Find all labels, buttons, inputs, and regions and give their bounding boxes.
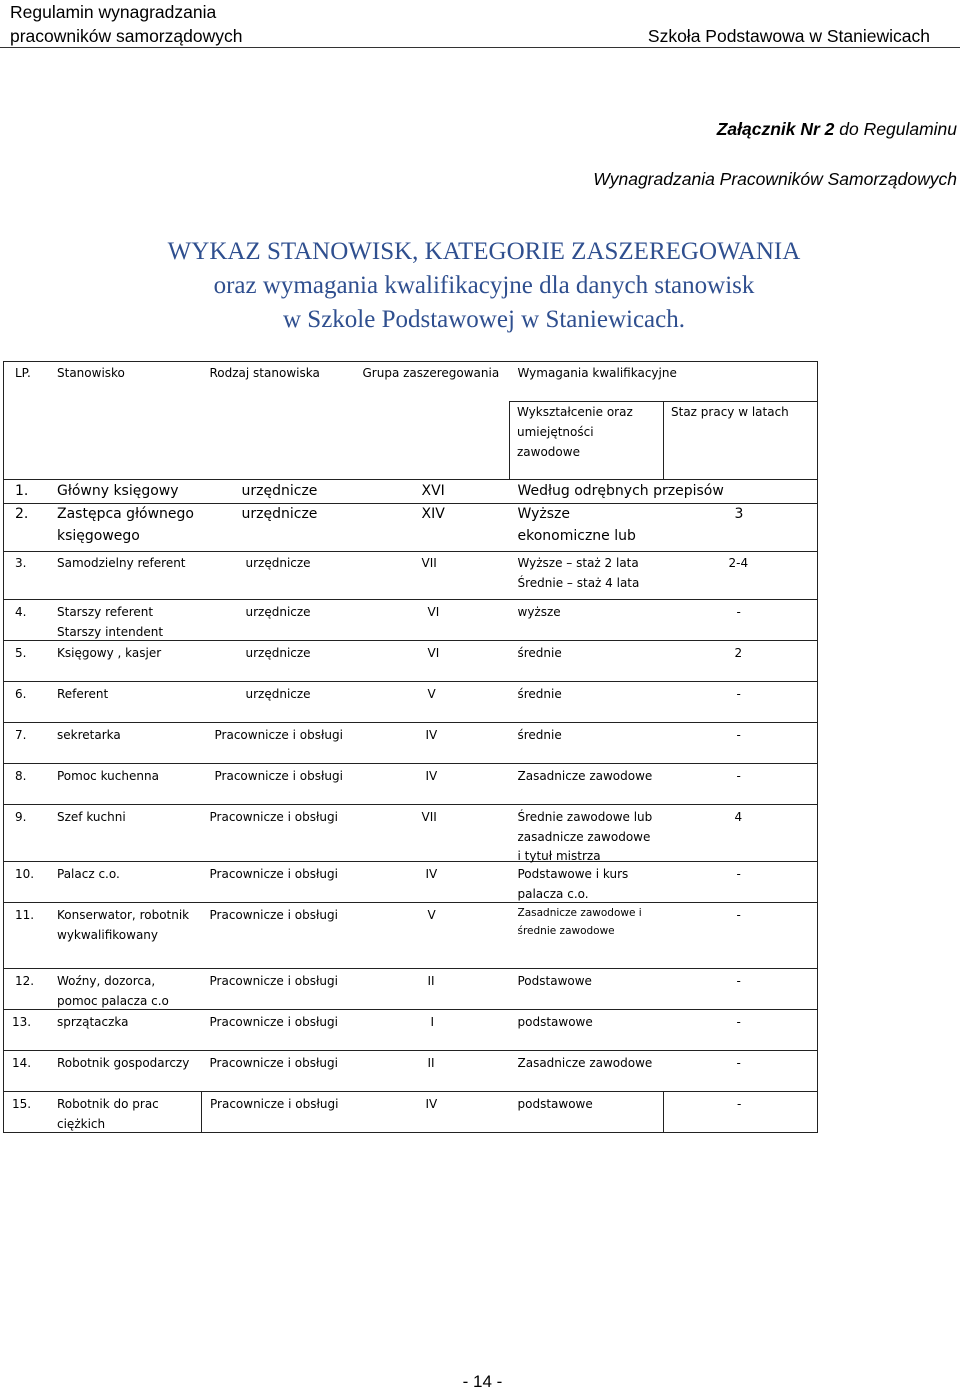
row-lp: 3. (15, 556, 27, 570)
document-title-line-3: w Szkole Podstawowej w Staniewicach. (282, 306, 685, 333)
row-group: II (427, 974, 435, 988)
row-lp: 10. (15, 867, 35, 881)
row-group: IV (425, 1097, 438, 1111)
table-subheader-row (4, 402, 818, 480)
positions-table (3, 361, 818, 1133)
row-group: VI (427, 605, 440, 619)
table-row (4, 969, 818, 1010)
position-header: Stanowisko (57, 366, 125, 380)
requirements-header: Wymagania kwalifikacyjne (517, 366, 677, 380)
row-group: XVI (421, 483, 445, 499)
row-position-line-2: pomoc palacza c.o (57, 994, 169, 1008)
row-group: VII (421, 556, 437, 570)
row-group: IV (425, 769, 438, 783)
table-row (4, 903, 818, 969)
row-education-line-2: palacza c.o. (517, 887, 589, 901)
row-lp: 1. (15, 483, 29, 499)
row-position: Robotnik do prac (57, 1097, 159, 1111)
row-lp: 8. (15, 769, 27, 783)
row-education: podstawowe (517, 1015, 593, 1029)
row-education: wyższe (517, 605, 561, 619)
row-lp: 6. (15, 687, 27, 701)
row-education-line-2: średnie zawodowe (517, 925, 615, 937)
type-header: Rodzaj stanowiska (209, 366, 320, 380)
row-position-line-2: Starszy intendent (57, 625, 164, 639)
row-position: Konserwator, robotnik (57, 908, 190, 922)
row-experience: 2-4 (728, 556, 749, 570)
row-lp: 14. (12, 1056, 32, 1070)
row-position: Palacz c.o. (57, 867, 120, 881)
row-education: Podstawowe (517, 974, 592, 988)
row-group: V (427, 908, 436, 922)
table-row (4, 600, 818, 641)
table-row (4, 1092, 818, 1133)
row-education: Zasadnicze zawodowe (517, 769, 653, 783)
row-type: Pracownicze i obsługi (209, 974, 338, 988)
row-position: Referent (57, 687, 109, 701)
row-experience: - (736, 1015, 741, 1029)
row-experience: - (736, 1056, 741, 1070)
row-lp: 13. (12, 1015, 32, 1029)
table-row (4, 1051, 818, 1092)
row-type: urzędnicze (241, 483, 318, 499)
row-experience: - (736, 908, 741, 922)
row-education-line-2: zasadnicze zawodowe (517, 830, 651, 844)
row-type: Pracownicze i obsługi (209, 810, 338, 824)
row-position-line-2: ciężkich (57, 1117, 106, 1131)
row-position: Woźny, dozorca, (57, 974, 156, 988)
page-header (0, 0, 960, 48)
row-position: Główny księgowy (57, 483, 179, 499)
row-education: Wyższe – staż 2 lata (517, 556, 639, 570)
table-row (4, 552, 818, 600)
row-position: Robotnik gospodarczy (57, 1056, 190, 1070)
row-lp: 15. (12, 1097, 32, 1111)
row-experience: - (736, 728, 741, 742)
row-type: Pracownicze i obsługi (209, 908, 338, 922)
table-row (4, 504, 818, 552)
header-document-title: Regulamin wynagradzania pracowników samorządowych (10, 2, 243, 46)
row-experience: - (737, 1097, 742, 1111)
row-position-line-2: księgowego (57, 528, 140, 544)
document-title-line-2: oraz wymagania kwalifikacyjne dla danych stanowisk (213, 272, 755, 299)
row-group: VII (421, 810, 437, 824)
row-experience: - (736, 769, 741, 783)
requirements-header-cell (510, 362, 818, 402)
row-lp: 5. (15, 646, 27, 660)
row-position: sprzątaczka (57, 1015, 129, 1029)
row-type: urzędnicze (245, 646, 311, 660)
row-group: V (427, 687, 436, 701)
row-experience: - (736, 974, 741, 988)
row-education: Wyższe (517, 506, 570, 522)
row-position: sekretarka (57, 728, 121, 742)
row-experience: 3 (734, 506, 744, 522)
row-group: IV (425, 867, 438, 881)
table-row (4, 480, 818, 504)
row-position-line-2: wykwalifikowany (57, 928, 158, 942)
table-row (4, 641, 818, 682)
row-position: Starszy referent (57, 605, 154, 619)
row-experience: 4 (734, 810, 743, 824)
table-header-row (4, 362, 818, 402)
row-education: średnie (517, 728, 562, 742)
row-lp: 7. (15, 728, 27, 742)
row-type: Pracownicze i obsługi (210, 1097, 339, 1111)
row-group: VI (427, 646, 440, 660)
experience-header-cell (664, 402, 818, 480)
row-education: podstawowe (517, 1097, 593, 1111)
row-education: Średnie zawodowe lub (517, 810, 653, 824)
row-type: urzędnicze (245, 605, 311, 619)
row-type: urzędnicze (245, 556, 311, 570)
row-lp: 12. (15, 974, 35, 988)
row-education: średnie (517, 646, 562, 660)
row-type: urzędnicze (241, 506, 318, 522)
row-experience: - (736, 605, 741, 619)
group-header-cell (356, 362, 510, 402)
row-type: Pracownicze i obsługi (209, 1015, 338, 1029)
row-education: Podstawowe i kurs (517, 867, 629, 881)
table-row (4, 1010, 818, 1051)
row-education-line-2: Średnie – staż 4 lata (517, 576, 640, 590)
row-position: Zastępca głównego (57, 506, 194, 522)
header-school-name: Szkoła Podstawowa w Staniewicach (647, 26, 930, 46)
row-education: średnie (517, 687, 562, 701)
type-header-cell (202, 362, 356, 402)
row-education-line-3: i tytuł mistrza (517, 849, 601, 863)
table-row (4, 682, 818, 723)
table-row (4, 723, 818, 764)
row-type: Pracownicze i obsługi (209, 867, 338, 881)
table-row (4, 764, 818, 805)
lp-header: LP. (15, 366, 31, 380)
document-title-line-1: WYKAZ STANOWISK, KATEGORIE ZASZEREGOWANIA (167, 238, 801, 265)
row-lp: 4. (15, 605, 27, 619)
row-education: Zasadnicze zawodowe (517, 1056, 653, 1070)
row-experience: - (736, 687, 741, 701)
row-type: urzędnicze (245, 687, 311, 701)
row-education: Według odrębnych przepisów (517, 483, 724, 499)
lp-header-cell (4, 362, 202, 402)
row-education: Zasadnicze zawodowe i (517, 907, 642, 919)
table-row (4, 862, 818, 903)
row-lp: 11. (15, 908, 35, 922)
row-education-line-2: ekonomiczne lub (517, 528, 636, 544)
row-experience: - (736, 867, 741, 881)
row-group: IV (425, 728, 438, 742)
row-type: Pracownicze i obsługi (214, 769, 343, 783)
row-position: Księgowy , kasjer (57, 646, 162, 660)
experience-header: Staz pracy w latach (671, 405, 789, 419)
group-header: Grupa zaszeregowania (362, 366, 500, 380)
row-group: I (430, 1015, 435, 1029)
row-position: Pomoc kuchenna (57, 769, 159, 783)
row-position: Szef kuchni (57, 810, 126, 824)
education-header-cell: Wykształcenie oraz umiejętności zawodowe (510, 402, 664, 480)
row-position: Samodzielny referent (57, 556, 186, 570)
table-row (4, 805, 818, 862)
row-group: XIV (421, 506, 445, 522)
row-group: II (427, 1056, 435, 1070)
row-type: Pracownicze i obsługi (214, 728, 343, 742)
row-lp: 9. (15, 810, 27, 824)
row-type: Pracownicze i obsługi (209, 1056, 338, 1070)
annex-label: Załącznik Nr 2 do Regulaminu (716, 119, 957, 139)
row-experience: 2 (734, 646, 743, 660)
page-number: - 14 - (462, 1372, 503, 1391)
annex-regulation-name: Wynagradzania Pracowników Samorządowych (593, 169, 957, 189)
row-lp: 2. (15, 506, 29, 522)
